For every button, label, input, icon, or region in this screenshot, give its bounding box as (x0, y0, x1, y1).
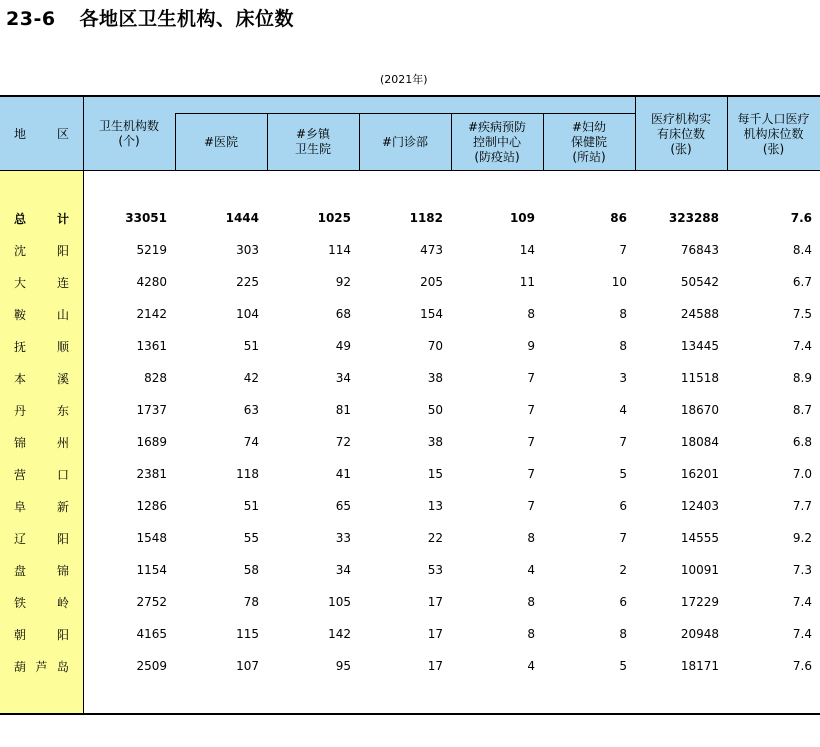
cell-beds-per-1000: 7.6 (790, 211, 812, 225)
cell-hospitals: 51 (243, 499, 259, 513)
cell-hospitals: 55 (243, 531, 259, 545)
region-name (0, 234, 83, 266)
header-line: 机构床位数 (743, 126, 804, 141)
cell-institutions: 2142 (136, 307, 167, 321)
region-name-char: 岛 (56, 659, 69, 674)
cell-cdc: 8 (527, 627, 535, 641)
cell-beds-per-1000: 6.7 (792, 275, 812, 289)
region-name-char: 州 (56, 435, 69, 450)
cell-clinics: 38 (427, 371, 443, 385)
cell-clinics: 50 (427, 403, 443, 417)
header-beds-per-1000 (727, 97, 820, 171)
cell-maternal: 8 (619, 627, 627, 641)
cell-maternal: 10 (611, 275, 627, 289)
cell-beds-per-1000: 7.3 (792, 563, 812, 577)
cell-maternal: 8 (619, 307, 627, 321)
cell-clinics: 154 (420, 307, 443, 321)
region-name (0, 394, 83, 426)
cell-cdc: 4 (527, 563, 535, 577)
cell-township: 34 (335, 371, 351, 385)
cell-beds: 323288 (668, 211, 719, 225)
region-name-char: 盘 (14, 563, 27, 578)
header-maternal (543, 113, 635, 171)
header-line: #乡镇 (295, 127, 331, 141)
cell-institutions: 2381 (136, 467, 167, 481)
header-cdc (451, 113, 543, 171)
cell-institutions: 1548 (136, 531, 167, 545)
region-name-char: 营 (14, 467, 27, 482)
header-township (267, 113, 359, 171)
cell-township: 34 (335, 563, 351, 577)
page-title (6, 4, 294, 31)
header-line: (个) (118, 134, 140, 148)
region-name-char: 阳 (56, 627, 69, 642)
cell-hospitals: 104 (236, 307, 259, 321)
cell-hospitals: 118 (236, 467, 259, 481)
region-name (0, 266, 83, 298)
cell-beds: 11518 (680, 371, 719, 385)
cell-hospitals: 42 (243, 371, 259, 385)
region-name (0, 522, 83, 554)
region-name-char: 朝 (14, 627, 27, 642)
header-line: 有床位数 (656, 126, 705, 141)
cell-beds: 13445 (680, 339, 719, 353)
cell-beds-per-1000: 7.4 (792, 339, 812, 353)
header-region-char: 区 (56, 126, 69, 141)
cell-township: 72 (335, 435, 351, 449)
region-name (0, 458, 83, 490)
region-name-char: 辽 (14, 531, 27, 546)
region-name (0, 298, 83, 330)
cell-maternal: 7 (619, 531, 627, 545)
region-name-char: 计 (56, 211, 69, 226)
header-beds (635, 97, 727, 171)
cell-cdc: 8 (527, 595, 535, 609)
region-name-char: 抚 (14, 339, 27, 354)
cell-clinics: 17 (427, 627, 443, 641)
region-name-char: 芦 (35, 659, 48, 674)
region-name-char: 东 (56, 403, 69, 418)
cell-clinics: 473 (420, 243, 443, 257)
cell-institutions: 2509 (136, 659, 167, 673)
header-line: 每千人口医疗 (737, 111, 810, 126)
cell-maternal: 3 (619, 371, 627, 385)
cell-maternal: 7 (619, 435, 627, 449)
table-row (0, 362, 820, 394)
header-line: #医院 (203, 134, 239, 149)
cell-hospitals: 78 (243, 595, 259, 609)
cell-beds-per-1000: 7.4 (792, 595, 812, 609)
region-name-char: 总 (14, 211, 27, 226)
header-line: 医疗机构实 (650, 111, 711, 126)
header-institutions (83, 97, 175, 171)
cell-township: 65 (335, 499, 351, 513)
header-line: 卫生机构数 (98, 119, 159, 133)
header-line: (所站) (572, 149, 606, 164)
cell-beds: 17229 (680, 595, 719, 609)
cell-beds-per-1000: 7.7 (792, 499, 812, 513)
cell-cdc: 7 (527, 403, 535, 417)
header-region-char: 地 (14, 126, 27, 141)
cell-hospitals: 51 (243, 339, 259, 353)
cell-institutions: 1286 (136, 499, 167, 513)
table-row (0, 394, 820, 426)
year-subtitle: (2021年) (380, 73, 428, 86)
region-name-char: 阜 (14, 499, 27, 514)
cell-cdc: 7 (527, 371, 535, 385)
region-name (0, 490, 83, 522)
header-clinics (359, 113, 451, 171)
region-name-char: 鞍 (14, 307, 27, 322)
region-name (0, 554, 83, 586)
cell-maternal: 5 (619, 467, 627, 481)
cell-township: 114 (328, 243, 351, 257)
cell-hospitals: 1444 (225, 211, 259, 225)
cell-maternal: 6 (619, 595, 627, 609)
region-name (0, 650, 83, 682)
header-region (0, 97, 83, 171)
cell-hospitals: 115 (236, 627, 259, 641)
region-name (0, 586, 83, 618)
cell-clinics: 17 (427, 595, 443, 609)
cell-hospitals: 74 (243, 435, 259, 449)
cell-beds-per-1000: 7.5 (792, 307, 812, 321)
table-row (0, 298, 820, 330)
region-name-char: 口 (56, 467, 69, 482)
cell-township: 81 (335, 403, 351, 417)
cell-township: 142 (328, 627, 351, 641)
cell-cdc: 8 (527, 307, 535, 321)
region-name-char: 沈 (14, 243, 27, 258)
cell-institutions: 4280 (136, 275, 167, 289)
cell-beds: 76843 (680, 243, 719, 257)
header-line: (防疫站) (474, 149, 520, 164)
region-name-char: 阳 (56, 243, 69, 258)
cell-beds: 50542 (680, 275, 719, 289)
cell-hospitals: 225 (236, 275, 259, 289)
header-hospitals (175, 113, 267, 171)
table-row (0, 426, 820, 458)
cell-cdc: 7 (527, 435, 535, 449)
table-row (0, 266, 820, 298)
cell-township: 92 (335, 275, 351, 289)
header-line: #疾病预防 (467, 119, 527, 134)
cell-beds-per-1000: 7.6 (792, 659, 812, 673)
cell-beds-per-1000: 8.4 (792, 243, 812, 257)
region-name (0, 426, 83, 458)
cell-beds-per-1000: 6.8 (792, 435, 812, 449)
cell-maternal: 86 (610, 211, 627, 225)
region-name-char: 锦 (14, 435, 27, 450)
header-line: 卫生院 (294, 142, 331, 156)
cell-beds-per-1000: 9.2 (792, 531, 812, 545)
header-line: #门诊部 (381, 134, 429, 149)
cell-maternal: 4 (619, 403, 627, 417)
cell-township: 105 (328, 595, 351, 609)
table-row (0, 330, 820, 362)
header-line: (张) (670, 141, 692, 156)
cell-maternal: 5 (619, 659, 627, 673)
cell-institutions: 1737 (136, 403, 167, 417)
cell-cdc: 4 (527, 659, 535, 673)
cell-clinics: 15 (427, 467, 443, 481)
region-name-char: 锦 (56, 563, 69, 578)
cell-clinics: 1182 (409, 211, 443, 225)
cell-clinics: 205 (420, 275, 443, 289)
cell-institutions: 5219 (136, 243, 167, 257)
cell-beds-per-1000: 7.0 (792, 467, 812, 481)
region-name-char: 新 (56, 499, 69, 514)
table-row (0, 458, 820, 490)
cell-clinics: 17 (427, 659, 443, 673)
cell-beds: 12403 (680, 499, 719, 513)
cell-beds-per-1000: 7.4 (792, 627, 812, 641)
region-name-char: 顺 (56, 339, 69, 354)
cell-township: 68 (335, 307, 351, 321)
table-number: 23-6 (6, 8, 56, 30)
cell-township: 95 (335, 659, 351, 673)
header-line: 保健院 (570, 134, 607, 149)
region-name (0, 330, 83, 362)
cell-institutions: 4165 (136, 627, 167, 641)
total-row (0, 202, 820, 234)
table-row (0, 490, 820, 522)
table-row (0, 554, 820, 586)
cell-hospitals: 303 (236, 243, 259, 257)
cell-maternal: 8 (619, 339, 627, 353)
cell-institutions: 2752 (136, 595, 167, 609)
cell-cdc: 109 (509, 211, 535, 225)
cell-clinics: 13 (427, 499, 443, 513)
region-name-char: 大 (14, 275, 27, 290)
cell-cdc: 7 (527, 499, 535, 513)
cell-township: 33 (335, 531, 351, 545)
region-name-char: 溪 (56, 371, 69, 386)
cell-township: 49 (335, 339, 351, 353)
region-name-char: 阳 (56, 531, 69, 546)
header-line: #妇幼 (571, 119, 607, 134)
table-row (0, 522, 820, 554)
region-name-char: 连 (56, 275, 69, 290)
cell-maternal: 6 (619, 499, 627, 513)
region-name (0, 202, 83, 234)
cell-beds: 10091 (680, 563, 719, 577)
cell-clinics: 22 (427, 531, 443, 545)
region-name-char: 本 (14, 371, 27, 386)
cell-beds: 14555 (680, 531, 719, 545)
table-row (0, 650, 820, 682)
region-name-char: 丹 (14, 403, 27, 418)
region-name (0, 362, 83, 394)
cell-clinics: 70 (427, 339, 443, 353)
cell-cdc: 11 (519, 275, 535, 289)
header-line: 控制中心 (472, 134, 521, 149)
cell-beds: 18171 (680, 659, 719, 673)
region-name-char: 铁 (14, 595, 27, 610)
table-row (0, 234, 820, 266)
cell-beds: 18670 (680, 403, 719, 417)
cell-beds: 18084 (680, 435, 719, 449)
cell-institutions: 828 (144, 371, 167, 385)
cell-clinics: 53 (427, 563, 443, 577)
region-name-char: 葫 (14, 659, 27, 674)
cell-hospitals: 107 (236, 659, 259, 673)
cell-maternal: 7 (619, 243, 627, 257)
cell-institutions: 1361 (136, 339, 167, 353)
region-name-char: 岭 (56, 595, 69, 610)
table-bottom-rule (0, 713, 820, 715)
cell-cdc: 9 (527, 339, 535, 353)
cell-cdc: 8 (527, 531, 535, 545)
cell-institutions: 33051 (125, 211, 167, 225)
cell-hospitals: 58 (243, 563, 259, 577)
cell-cdc: 7 (527, 467, 535, 481)
header-line: (张) (762, 141, 785, 156)
cell-beds-per-1000: 8.9 (792, 371, 812, 385)
cell-beds: 24588 (680, 307, 719, 321)
cell-maternal: 2 (619, 563, 627, 577)
cell-institutions: 1689 (136, 435, 167, 449)
cell-institutions: 1154 (136, 563, 167, 577)
region-name (0, 618, 83, 650)
region-name-char: 山 (56, 307, 69, 322)
cell-cdc: 14 (519, 243, 535, 257)
cell-clinics: 38 (427, 435, 443, 449)
cell-hospitals: 63 (243, 403, 259, 417)
cell-beds: 16201 (680, 467, 719, 481)
cell-township: 1025 (317, 211, 351, 225)
cell-township: 41 (335, 467, 351, 481)
table-row (0, 586, 820, 618)
cell-beds: 20948 (680, 627, 719, 641)
table-row (0, 618, 820, 650)
cell-beds-per-1000: 8.7 (792, 403, 812, 417)
table-title: 各地区卫生机构、床位数 (79, 8, 295, 30)
